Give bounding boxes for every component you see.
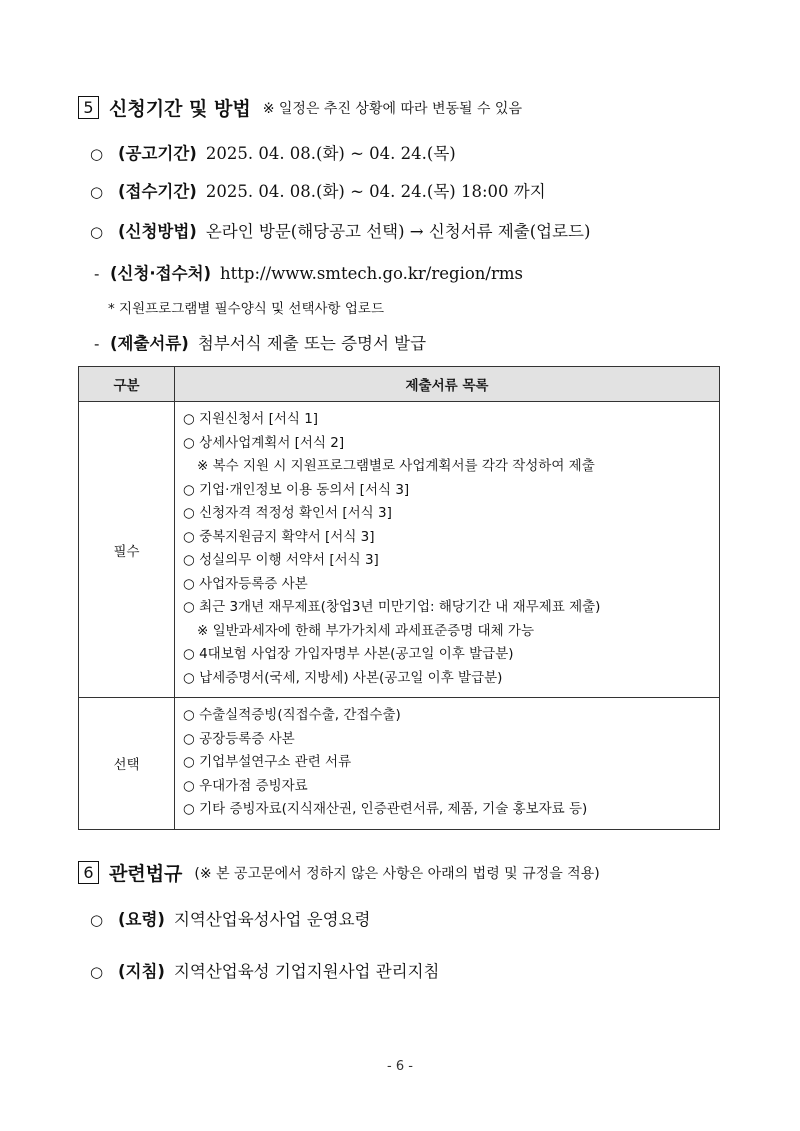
list-item: ○ 최근 3개년 재무제표(창업3년 미만기업: 해당기간 내 재무제표 제출) bbox=[183, 599, 601, 615]
bullet-value: 첨부서식 제출 또는 증명서 발급 bbox=[197, 334, 427, 353]
table-row-optional bbox=[79, 698, 720, 830]
bullet-value: 온라인 방문(해당공고 선택) → 신청서류 제출(업로드) bbox=[205, 222, 591, 241]
bullet-application-period: ○ (접수기간) 2025. 04. 08.(화) ~ 04. 24.(목) 18:00 까지 bbox=[90, 178, 546, 202]
bullet-guidelines: ○ (지침) 지역산업육성 기업지원사업 관리지침 bbox=[90, 958, 439, 982]
list-item: ○ 우대가점 증빙자료 bbox=[183, 777, 308, 794]
sub-bullet-documents: - (제출서류) 첨부서식 제출 또는 증명서 발급 bbox=[94, 330, 426, 354]
bullet-value: 지역산업육성 기업지원사업 관리지침 bbox=[173, 962, 440, 981]
section-note: (※ 본 공고문에서 정하지 않은 사항은 아래의 법령 및 규정을 적용) bbox=[194, 865, 600, 882]
bullet-label: (지침) bbox=[118, 962, 165, 981]
list-item: ○ 공장등록증 사본 bbox=[183, 730, 295, 747]
section-note: ※ 일정은 추진 상황에 따라 변동될 수 있음 bbox=[262, 100, 522, 117]
header-category: 구분 bbox=[79, 367, 175, 402]
bullet-announcement-period: ○ (공고기간) 2025. 04. 08.(화) ~ 04. 24.(목) bbox=[90, 140, 456, 164]
page-number: - 6 - bbox=[387, 1059, 413, 1074]
section-number: 5 bbox=[78, 96, 99, 119]
list-item: ○ 상세사업계획서 [서식 2] bbox=[183, 434, 345, 451]
items-cell bbox=[175, 698, 720, 830]
bullet-value: 지역산업육성사업 운영요령 bbox=[173, 910, 371, 929]
category-cell: 선택 bbox=[79, 698, 175, 830]
bullet-label: (접수기간) bbox=[118, 182, 197, 201]
section-title: 신청기간 및 방법 bbox=[109, 98, 251, 120]
list-item: ○ 신청자격 적정성 확인서 [서식 3] bbox=[183, 505, 392, 521]
bullet-application-method: ○ (신청방법) 온라인 방문(해당공고 선택) → 신청서류 제출(업로드) bbox=[90, 218, 590, 242]
table-header-row bbox=[79, 367, 720, 402]
sub-bullet-submission-site: - (신청·접수처) http://www.smtech.go.kr/region/rms bbox=[94, 260, 523, 284]
table-row-required bbox=[79, 402, 720, 698]
section-6-heading bbox=[78, 859, 600, 886]
bullet-value: 2025. 04. 08.(화) ~ 04. 24.(목) 18:00 까지 bbox=[205, 182, 546, 201]
list-item: ○ 사업자등록증 사본 bbox=[183, 575, 308, 592]
list-item: ○ 수출실적증빙(직접수출, 간접수출) bbox=[183, 707, 401, 723]
bullet-rules: ○ (요령) 지역산업육성사업 운영요령 bbox=[90, 906, 370, 930]
bullet-value: 2025. 04. 08.(화) ~ 04. 24.(목) bbox=[205, 144, 456, 163]
bullet-label: (요령) bbox=[118, 910, 165, 929]
list-item: ○ 기타 증빙자료(지식재산권, 인증관련서류, 제품, 기술 홍보자료 등) bbox=[183, 801, 588, 817]
bullet-label: (제출서류) bbox=[110, 334, 189, 353]
category-cell: 필수 bbox=[79, 402, 175, 698]
list-note: ※ 일반과세자에 한해 부가가치세 과세표준증명 대체 가능 bbox=[197, 622, 535, 639]
section-5-heading bbox=[78, 94, 522, 121]
list-item: ○ 4대보험 사업장 가입자명부 사본(공고일 이후 발급분) bbox=[183, 646, 514, 662]
section-title: 관련법규 bbox=[109, 863, 183, 885]
header-documents: 제출서류 목록 bbox=[175, 367, 720, 402]
list-item: ○ 지원신청서 [서식 1] bbox=[183, 411, 319, 427]
list-item: ○ 성실의무 이행 서약서 [서식 3] bbox=[183, 552, 379, 568]
list-note: ※ 복수 지원 시 지원프로그램별로 사업계획서를 각각 작성하여 제출 bbox=[197, 458, 595, 474]
documents-table bbox=[78, 366, 720, 830]
list-item: ○ 납세증명서(국세, 지방세) 사본(공고일 이후 발급분) bbox=[183, 669, 503, 686]
bullet-label: (신청·접수처) bbox=[110, 264, 212, 283]
items-cell bbox=[175, 402, 720, 698]
list-item: ○ 중복지원금지 확약서 [서식 3] bbox=[183, 528, 375, 545]
list-item: ○ 기업부설연구소 관련 서류 bbox=[183, 754, 352, 770]
section-number: 6 bbox=[78, 861, 99, 884]
bullet-label: (공고기간) bbox=[118, 144, 197, 163]
submission-url: http://www.smtech.go.kr/region/rms bbox=[220, 264, 523, 283]
upload-note: * 지원프로그램별 필수양식 및 선택사항 업로드 bbox=[108, 301, 384, 317]
list-item: ○ 기업·개인정보 이용 동의서 [서식 3] bbox=[183, 481, 410, 498]
bullet-label: (신청방법) bbox=[118, 222, 197, 241]
